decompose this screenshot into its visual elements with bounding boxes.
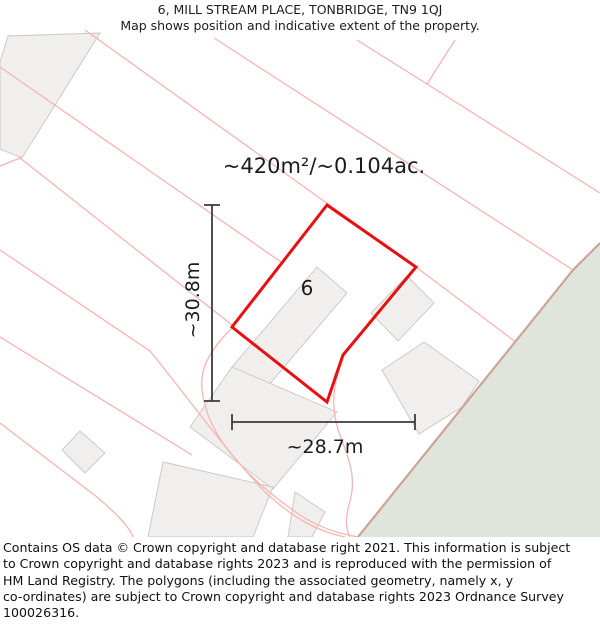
copyright-footer <box>3 540 599 621</box>
building-diamond-southwest <box>62 431 105 473</box>
parcel-line <box>0 337 192 455</box>
page-subtitle: Map shows position and indicative extent of the property. <box>120 18 480 33</box>
building-footprints <box>0 33 479 537</box>
width-dimension-label: ~28.7m <box>286 436 364 458</box>
page-title: 6, MILL STREAM PLACE, TONBRIDGE, TN9 1QJ <box>157 2 443 17</box>
footer-line: Contains OS data © Crown copyright and database right 2021. This information is subject <box>3 540 571 555</box>
building-top-left <box>0 33 100 158</box>
plot-number-label: 6 <box>300 276 314 300</box>
area-label: ~420m²/~0.104ac. <box>222 154 426 178</box>
footer-line: HM Land Registry. The polygons (including the associated geometry, namely x, y <box>3 572 514 588</box>
footer-line: co-ordinates) are subject to Crown copyright and database rights 2023 Ordnance Survey <box>3 588 564 604</box>
height-dimension-line <box>204 205 220 401</box>
footer-line: 100026316. <box>3 605 80 621</box>
height-dimension-label: ~30.8m <box>182 261 204 339</box>
parcel-line <box>427 40 455 84</box>
footer-line: to Crown copyright and database rights 2023 and is reproduced with the permission of <box>3 556 552 572</box>
parcel-line <box>0 423 133 537</box>
